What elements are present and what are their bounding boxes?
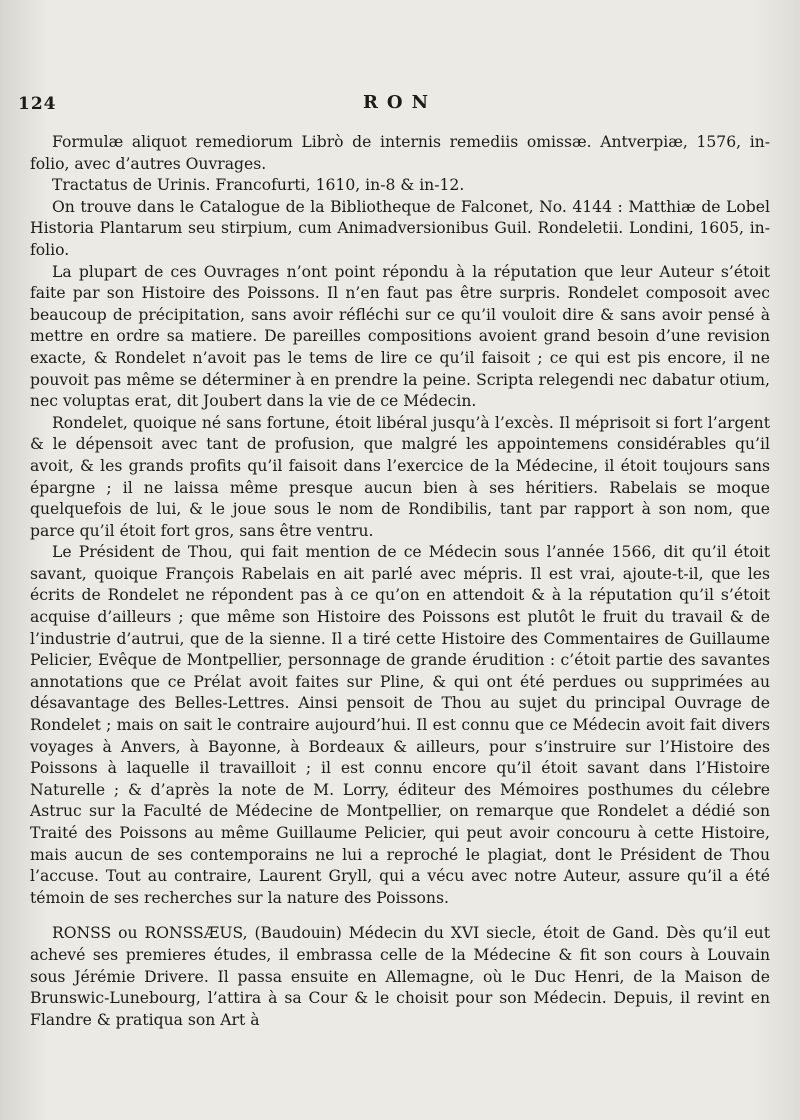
entry-ronss: RONSS ou RONSSÆUS, (Baudouin) Médecin du XVI siecle, étoit de Gand. Dès qu’il eut achevé ses premieres études, il embrassa celle de la Médecine & fit son cours à Louvain sous Jérémie Drivere. Il passa ensuite en Allemagne, où le Duc Henri, de la Maison de Brunswic-Lunebourg, l’attira à sa Cour & le choisit pour son Médecin. Depuis, il revint en Flandre & pratiqua son Art à bbox=[30, 924, 770, 1029]
entry-separator bbox=[30, 909, 770, 923]
page-number: 124 bbox=[18, 94, 57, 114]
bibliography-line-3: On trouve dans le Catalogue de la Bibliotheque de Falconet, No. 4144 : Matthiæ de Lobel Historia Plantarum seu stirpium, cum Animadversionibus Guil. Rondeletii. Londini, 1605, in-folio. bbox=[30, 197, 770, 259]
page-body bbox=[30, 132, 770, 1031]
paragraph-liberality: Rondelet, quoique né sans fortune, étoit libéral jusqu’à l’excès. Il méprisoit si fort l’argent & le dépensoit avec tant de profusion, que malgré les appointemens considérables qu’il avoit, & les grands profits qu’il faisoit dans l’exercice de la Médecine, il étoit toujours sans épargne ; il ne laissa même presque aucun bien à ses héritiers. Rabelais se moque quelquefois de lui, & le joue sous le nom de Rondibilis, tant par rapport à son nom, que parce qu’il étoit fort gros, sans être ventru. bbox=[30, 413, 770, 540]
bibliography-line-2: Tractatus de Urinis. Francofurti, 1610, in-8 & in-12. bbox=[52, 176, 465, 195]
paragraph-de-thou: Le Président de Thou, qui fait mention de ce Médecin sous l’année 1566, dit qu’il étoit savant, quoique François Rabelais en ait parlé avec mépris. Il est vrai, ajoute-t-il, que les écrits de Rondelet ne répondent pas à ce qu’on en attendoit & à la réputation qu’il s’étoit acquise d’ailleurs ; que même son Histoire des Poissons est plutôt le fruit du travail & de l’industrie d’autrui, que de la sienne. Il a tiré cette Histoire des Commentaires de Guillaume Pelicier, Evêque de Montpellier, personnage de grande érudition : c’étoit partie des savantes annotations que ce Prélat avoit faites sur Pline, & qui ont été perdues ou supprimées au désavantage des Belles-Lettres. Ainsi pensoit de Thou au sujet du principal Ouvrage de Rondelet ; mais on sait le contraire aujourd’hui. Il est connu que ce Médecin avoit fait divers voyages à Anvers, à Bayonne, à Bordeaux & ailleurs, pour s’instruire sur l’Histoire des Poissons à laquelle il travailloit ; il est connu encore qu’il étoit savant dans l’Histoire Naturelle ; & d’après la note de M. Lorry, éditeur des Mémoires posthumes du célebre Astruc sur la Faculté de Médecine de Montpellier, on remarque que Rondelet a dédié son Traité des Poissons au même Guillaume Pelicier, qui peut avoir concouru à cette Histoire, mais aucun de ses contemporains ne lui a reproché le plagiat, dont le Président de Thou l’accuse. Tout au contraire, Laurent Gryll, qui a vécu avec notre Auteur, assure qu’il a été témoin de ses recherches sur la nature des Poissons. bbox=[30, 543, 770, 907]
paragraph-reputation: La plupart de ces Ouvrages n’ont point répondu à la réputation que leur Auteur s’étoit faite par son Histoire des Poissons. Il n’en faut pas être surpris. Rondelet composoit avec beaucoup de précipitation, sans avoir réfléchi sur ce qu’il vouloit dire & sans avoir pensé à mettre en ordre sa matiere. De pareilles compositions avoient grand besoin d’une revision exacte, & Rondelet n’avoit pas le tems de lire ce qu’il faisoit ; ce qui est pis encore, il ne pouvoit pas même se déterminer à en prendre la peine. Scripta relegendi nec dabatur otium, nec voluptas erat, dit Joubert dans la vie de ce Médecin. bbox=[30, 262, 770, 411]
running-title: RON bbox=[362, 92, 438, 113]
page-header bbox=[0, 92, 800, 118]
bibliography-line-1: Formulæ aliquot remediorum Librò de internis remediis omissæ. Antverpiæ, 1576, in-folio, avec d’autres Ouvrages. bbox=[30, 133, 770, 173]
